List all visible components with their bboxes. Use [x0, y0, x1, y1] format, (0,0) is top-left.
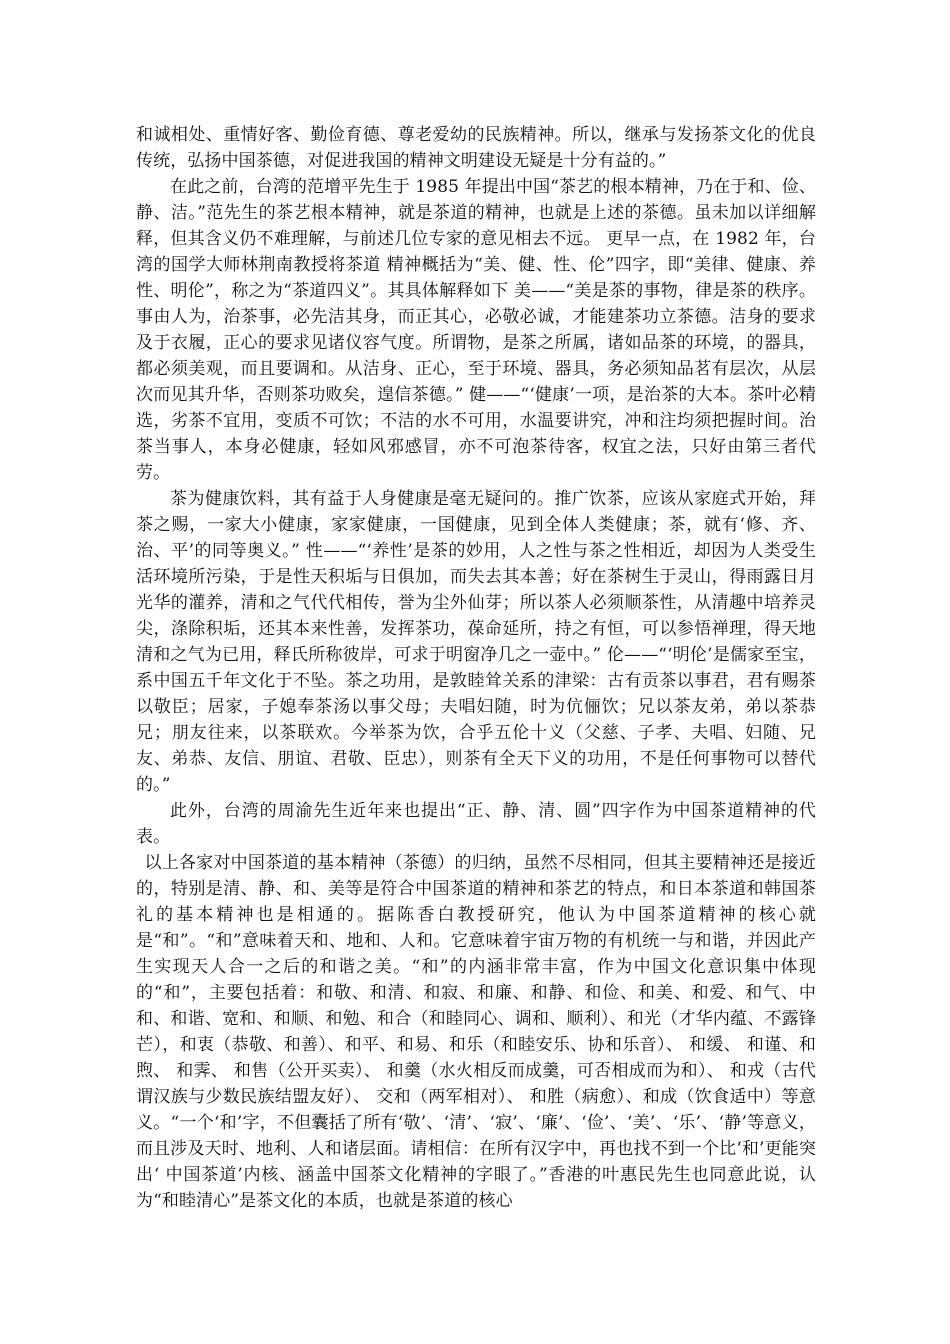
paragraph-4: 此外，台湾的周渝先生近年来也提出“正、静、清、圆”四字作为中国茶道精神的代表。 [136, 801, 816, 847]
paragraph-1: 和诚相处、重情好客、勤俭育德、尊老爱幼的民族精神。所以，继承与发扬茶文化的优良传统，弘扬中国茶德，对促进我国的精神文明建设无疑是十分有益的。” [136, 125, 816, 171]
paragraph-2: 在此之前，台湾的范增平先生于 1985 年提出中国“茶艺的根本精神，乃在于和、俭、静、洁。”范先生的茶艺根本精神，就是茶道的精神，也就是上述的茶德。虽未加以详细解释，但其含义仍不难理解，与前述几位专家的意见相去不远。 更早一点，在 1982 年，台湾的国学大师林荆南教授将茶道 精神概括为“美、健、性、伦”四字，即“美律、健康、养性、明伦”，称之为“茶道四义”。其具体解释如下 美——“美是茶的事物，律是茶的秩序。事由人为，治茶事，必先洁其身，而正其心，必敬必诚，才能建茶功立茶德。洁身的要求及于衣履，正心的要求见诸仪容气度。所谓物，是茶之所属，诸如品茶的环境，的器具，都必须美观，而且要调和。从洁身、正心，至于环境、器具，务必须知品茗有层次，从层次而见其升华，否则茶功败矣，遑信茶德。” 健——“‘健康’一项，是治茶的大本。茶叶必精选，劣茶不宜用，变质不可饮；不洁的水不可用，水温要讲究，冲和注均须把握时间。治茶当事人，本身必健康，轻如风邪感冒，亦不可泡茶待客，权宜之法，只好由第三者代劳。 [136, 177, 816, 483]
document-page [136, 122, 816, 1222]
paragraph-3: 茶为健康饮料，其有益于人身健康是毫无疑问的。推广饮茶，应该从家庭式开始，拜茶之赐，一家大小健康，家家健康，一国健康，见到全体人类健康；茶，就有‘修、齐、治、平’的同等奥义。” 性——“‘养性’是茶的妙用，人之性与茶之性相近，却因为人类受生活环境所污染，于是性天积垢与日俱加，而失去其本善；好在茶树生于灵山，得雨露日月光华的灌养，清和之气代代相传，誉为尘外仙芽；所以茶人必须顺茶性，从清趣中培养灵尖，涤除积垢，还其本来性善，发挥茶功，葆命延所，持之有恒，可以参悟禅理，得天地清和之气为已用，释氏所称彼岸，可求于明窗净几之一壶中。” 伦——“‘明伦’是儒家至宝，系中国五千年文化于不坠。茶之功用，是敦睦耸关系的津梁：古有贡茶以事君，君有赐茶以敬臣；居家，子媳奉茶汤以事父母；夫唱妇随，时为伉俪饮；兄以茶友弟，弟以茶恭兄；朋友往来，以茶联欢。今举茶为饮，合乎五伦十义（父慈、子孝、夫唱、妇随、兄友、弟恭、友信、朋谊、君敬、臣忠），则茶有全天下义的功用，不是任何事物可以替代的。” [136, 489, 816, 795]
paragraph-5: 以上各家对中国茶道的基本精神（茶德）的归纳，虽然不尽相同，但其主要精神还是接近的，特别是清、静、和、美等是符合中国茶道的精神和茶艺的特点，和日本茶道和韩国茶礼的基本精神也是相通的。据陈香白教授研究，他认为中国茶道精神的核心就是“和”。“和”意味着天和、地和、人和。它意味着宇宙万物的有机统一与和谐，并因此产生实现天人合一之后的和谐之美。“和”的内涵非常丰富，作为中国文化意识集中体现的“和”，主要包括着：和敬、和清、和寂、和廉、和静、和俭、和美、和爱、和气、中和、和谐、宽和、和顺、和勉、和合（和睦同心、调和、顺利）、和光（才华内蕴、不露锋芒），和衷（恭敬、和善）、和平、和易、和乐（和睦安乐、协和乐音）、 和缓、 和谨、和煦、 和霁、 和售（公开买卖）、 和羹（水火相反而成羹，可否相成而为和）、 和戎（古代谓汉族与少数民族结盟友好）、 交和（两军相对）、 和胜（病愈）、和成（饮食适中）等意义。“一个‘和’字，不但囊括了所有‘敬’、‘清’、‘寂’、‘廉’、‘俭’、‘美’、‘乐’、‘静’等意义，而且涉及天时、地利、人和诸层面。请相信：在所有汉字中，再也找不到一个比‘和’更能突出‘ 中国茶道’内核、涵盖中国茶文化精神的字眼了。”香港的叶惠民先生也同意此说，认为“和睦清心”是茶文化的本质，也就是茶道的核心 [136, 853, 816, 1211]
